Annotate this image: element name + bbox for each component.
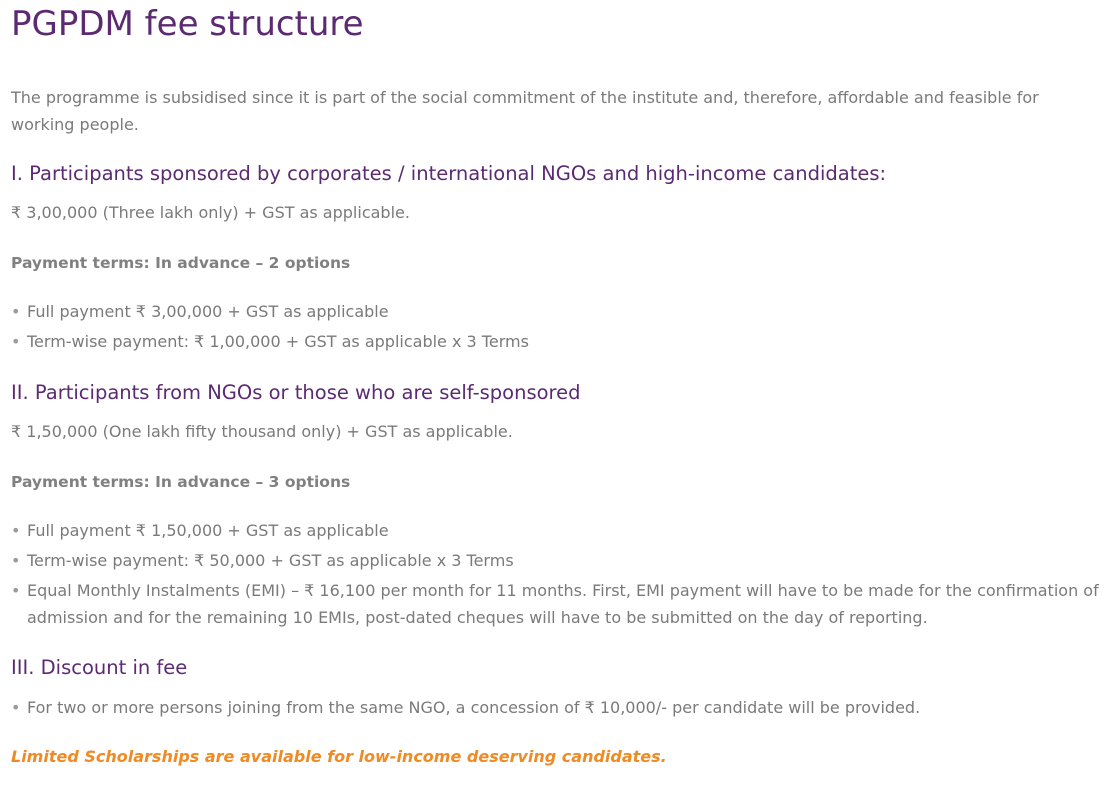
list-item-text: Term-wise payment: ₹ 50,000 + GST as applicable x 3 Terms (27, 551, 514, 570)
section-2-options-list (11, 517, 1105, 634)
bullet-icon: • (11, 581, 21, 600)
section-3-heading: III. Discount in fee (11, 656, 188, 679)
section-2-heading: II. Participants from NGOs or those who are self-sponsored (11, 381, 581, 404)
list-item-text: Term-wise payment: ₹ 1,00,000 + GST as applicable x 3 Terms (27, 332, 529, 351)
bullet-icon: • (11, 698, 21, 717)
section-2-payment-terms: Payment terms: In advance – 3 options (11, 473, 351, 491)
list-item-text: Equal Monthly Instalments (EMI) – ₹ 16,100 per month for 11 months. First, EMI payment will have to be made for the confirmation of admission and for the remaining 10 EMIs, post-dated cheques will have to be submitted on the day of reporting. (27, 581, 1099, 627)
bullet-icon: • (11, 302, 21, 321)
section-1-options-list (11, 298, 1105, 358)
intro-paragraph: The programme is subsidised since it is part of the social commitment of the institute and, therefore, affordable and feasible for working people. (11, 88, 1039, 134)
list-item (11, 517, 1105, 544)
list-item-text: Full payment ₹ 3,00,000 + GST as applicable (27, 302, 389, 321)
list-item-text: Full payment ₹ 1,50,000 + GST as applicable (27, 521, 389, 540)
bullet-icon: • (11, 332, 21, 351)
list-item (11, 298, 1105, 325)
list-item (11, 547, 1105, 574)
section-1-fee: ₹ 3,00,000 (Three lakh only) + GST as applicable. (11, 203, 410, 222)
section-1-heading: I. Participants sponsored by corporates / international NGOs and high-income candidates: (11, 162, 887, 185)
list-item (11, 577, 1105, 631)
section-1-payment-terms: Payment terms: In advance – 2 options (11, 254, 351, 272)
list-item (11, 694, 1105, 721)
page-title: PGPDM fee structure (11, 4, 364, 44)
section-2-fee: ₹ 1,50,000 (One lakh fifty thousand only) + GST as applicable. (11, 422, 513, 441)
bullet-icon: • (11, 551, 21, 570)
list-item-text: For two or more persons joining from the same NGO, a concession of ₹ 10,000/- per candidate will be provided. (27, 698, 921, 717)
section-3-discount-list (11, 694, 1105, 724)
list-item (11, 328, 1105, 355)
bullet-icon: • (11, 521, 21, 540)
scholarship-note: Limited Scholarships are available for low-income deserving candidates. (11, 747, 667, 766)
